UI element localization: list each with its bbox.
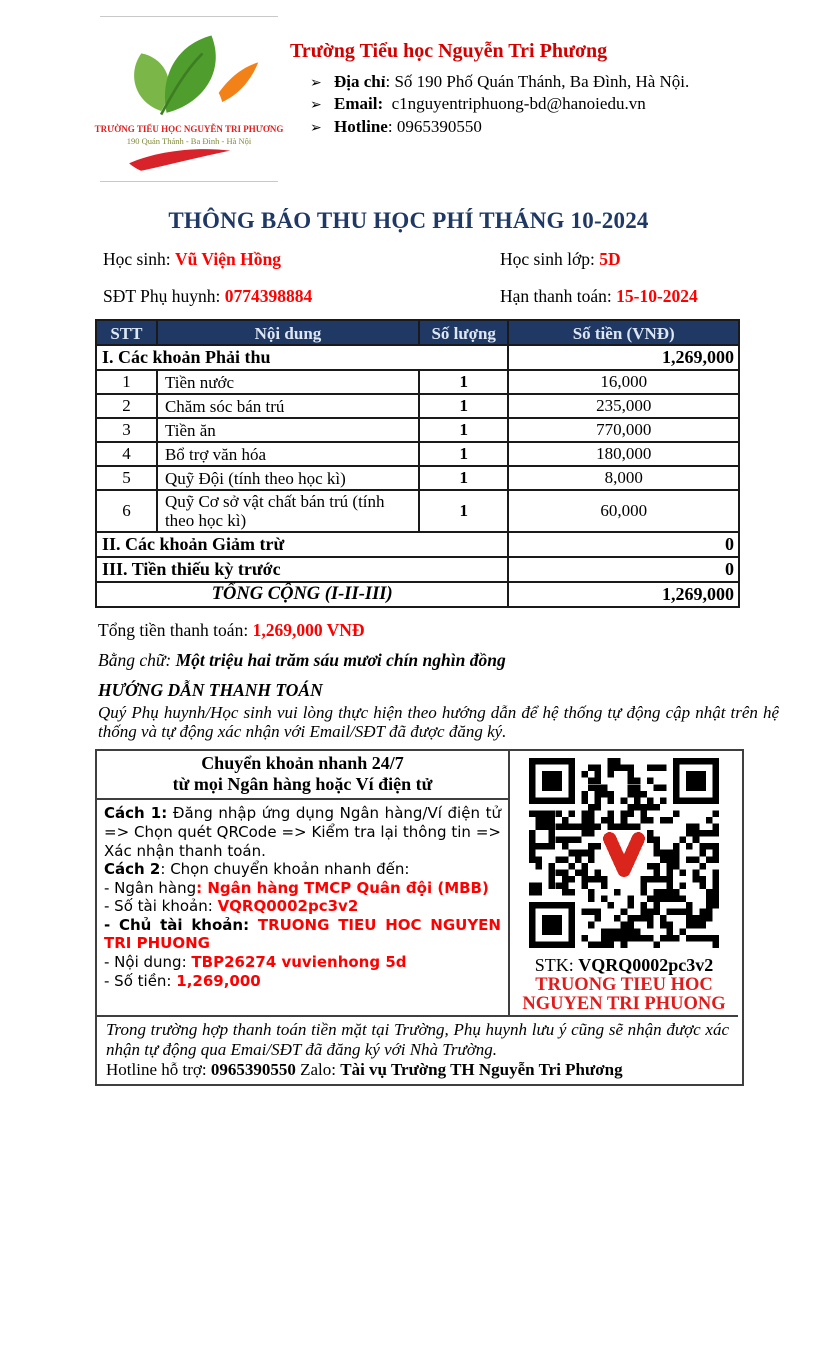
qr-stk-line — [510, 955, 738, 976]
stk-label: STK: — [534, 954, 579, 975]
section3-label: III. Tiền thiếu kỳ trước — [96, 557, 508, 582]
in-words-label: Bằng chữ: — [98, 650, 176, 671]
payment-box-header — [97, 751, 508, 800]
fee-qty: 1 — [419, 418, 508, 442]
address-label: Địa chỉ — [334, 72, 386, 91]
support-hotline-line — [106, 1060, 729, 1080]
deadline-value: 15-10-2024 — [616, 286, 698, 306]
zalo-label: Zalo: — [295, 1059, 341, 1079]
method2-text: : Chọn chuyển khoản nhanh đến: — [160, 860, 410, 879]
table-row — [96, 442, 739, 466]
method1-text: Đăng nhập ứng dụng Ngân hàng/Ví điện tử => Chọn quét QRCode => Kiểm tra lại thông tin => Xác nhận thanh toán. — [104, 804, 501, 860]
total-payment-line — [98, 620, 777, 641]
bank-label: - Ngân hàng — [104, 878, 197, 897]
student-class-value: 5D — [599, 249, 621, 269]
holder-value: TRUONG TIEU HOC NGUYEN TRI PHUONG — [104, 915, 501, 953]
email-value: c1nguyentriphuong-bd@hanoiedu.vn — [383, 94, 646, 114]
fee-name: Quỹ Đội (tính theo học kì) — [157, 466, 419, 490]
method2-label: Cách 2 — [104, 860, 161, 879]
address-value: : Số 190 Phố Quán Thánh, Ba Đình, Hà Nội. — [385, 72, 690, 91]
payment-guide-text: Quý Phụ huynh/Học sinh vui lòng thực hiện theo hướng dẫn để hệ thống tự động cập nhật trên hệ thống và tự động xác nhận với Email/SĐT đã được đăng ký. — [98, 703, 779, 742]
stk-value: VQRQ0002pc3v2 — [578, 954, 714, 975]
fee-qty: 1 — [419, 442, 508, 466]
memo-label: - Nội dung: — [104, 953, 192, 972]
section1-amount: 1,269,000 — [508, 345, 739, 370]
green-leaves-icon — [109, 27, 269, 123]
orange-swoosh-icon — [219, 62, 259, 102]
payment-note-cell — [97, 1015, 738, 1084]
hotline-value: : 0965390550 — [387, 116, 482, 136]
header-noi-dung: Nội dung — [157, 320, 419, 345]
amount-line — [104, 972, 501, 991]
amount-label: - Số tiền: — [104, 971, 177, 990]
fee-qty: 1 — [419, 370, 508, 394]
table-row — [96, 370, 739, 394]
school-logo — [94, 16, 284, 182]
qr-holder-line1: TRUONG TIEU HOC — [535, 974, 713, 995]
contact-address — [290, 71, 689, 93]
fee-stt: 5 — [96, 466, 157, 490]
account-line — [104, 897, 501, 916]
fee-stt: 4 — [96, 442, 157, 466]
bank-value: : Ngân hàng TMCP Quân đội (MBB) — [196, 878, 489, 897]
logo-school-address: 190 Quán Thánh - Ba Đình - Hà Nội — [126, 135, 252, 146]
table-row — [96, 394, 739, 418]
header-so-luong: Số lượng — [419, 320, 508, 345]
fee-qty: 1 — [419, 394, 508, 418]
header-so-tien: Số tiền (VNĐ) — [508, 320, 739, 345]
student-name-value: Vũ Viện Hồng — [174, 249, 281, 269]
section2-amount: 0 — [508, 532, 739, 557]
arrow-bullet-icon: ➢ — [310, 120, 322, 136]
total-label: TỔNG CỘNG (I-II-III) — [96, 582, 508, 607]
bank-line — [104, 879, 501, 898]
method1-line — [104, 804, 501, 860]
holder-line — [104, 916, 501, 953]
parent-phone-line — [103, 286, 500, 307]
fee-name: Quỹ Cơ sở vật chất bán trú (tính theo học kì) — [157, 490, 419, 532]
memo-line — [104, 953, 501, 972]
holder-label: - Chủ tài khoản: — [104, 915, 258, 934]
support-hotline-label: Hotline hỗ trợ: — [106, 1059, 211, 1079]
amount-value: 1,269,000 — [176, 971, 261, 990]
payment-header-line2: từ mọi Ngân hàng hoặc Ví điện tử — [172, 774, 433, 795]
fee-qty: 1 — [419, 490, 508, 532]
header-stt: STT — [96, 320, 157, 345]
cash-note: Trong trường hợp thanh toán tiền mặt tại Trường, Phụ huynh lưu ý cũng sẽ nhận được xác nhận tự động qua Emai/SĐT đã đăng ký với Nhà Trường. — [106, 1019, 729, 1059]
payment-guide-title: HƯỚNG DẪN THANH TOÁN — [98, 680, 323, 701]
fee-stt: 1 — [96, 370, 157, 394]
fee-stt: 2 — [96, 394, 157, 418]
total-row — [96, 582, 739, 607]
fee-stt: 6 — [96, 490, 157, 532]
table-row — [96, 466, 739, 490]
hotline-label: Hotline — [334, 116, 388, 136]
payment-methods — [97, 800, 508, 994]
brand-header — [94, 16, 779, 182]
section-row-phai-thu — [96, 345, 739, 370]
payment-header-line1: Chuyển khoản nhanh 24/7 — [201, 752, 404, 773]
total-payment-value: 1,269,000 VNĐ — [252, 620, 365, 641]
contact-hotline — [290, 116, 689, 138]
deadline-label: Hạn thanh toán: — [500, 286, 617, 306]
fee-name: Tiền ăn — [157, 418, 419, 442]
fee-amount: 8,000 — [508, 466, 739, 490]
section3-amount: 0 — [508, 557, 739, 582]
fee-amount: 60,000 — [508, 490, 739, 532]
method2-line — [104, 860, 501, 879]
payment-instructions-cell — [97, 751, 510, 1015]
qr-cell — [510, 751, 738, 1015]
fee-amount: 235,000 — [508, 394, 739, 418]
in-words-value: Một triệu hai trăm sáu mươi chín nghìn đồng — [175, 650, 506, 671]
school-name: Trường Tiểu học Nguyễn Tri Phương — [290, 40, 608, 62]
section1-label: I. Các khoản Phải thu — [96, 345, 508, 370]
fee-table — [95, 319, 740, 608]
amount-in-words-line — [98, 650, 777, 671]
payment-box — [95, 749, 744, 1086]
fee-amount: 770,000 — [508, 418, 739, 442]
arrow-bullet-icon: ➢ — [310, 98, 322, 114]
school-contact-block — [290, 16, 689, 182]
account-value: VQRQ0002pc3v2 — [217, 897, 359, 916]
student-name-line — [103, 249, 500, 270]
section-row-thieu-ky-truoc — [96, 557, 739, 582]
student-info — [103, 249, 817, 307]
fee-name: Tiền nước — [157, 370, 419, 394]
student-name-label: Học sinh: — [103, 249, 175, 269]
vietqr-code-icon — [529, 758, 719, 948]
table-row — [96, 490, 739, 532]
support-hotline-value: 0965390550 — [210, 1059, 296, 1079]
fee-amount: 16,000 — [508, 370, 739, 394]
deadline-line — [500, 286, 745, 307]
qr-holder-line2: NGUYEN TRI PHUONG — [522, 994, 726, 1015]
qr-code — [529, 758, 719, 948]
fee-table-header-row — [96, 320, 739, 345]
red-swoosh-icon — [114, 146, 264, 172]
section2-label: II. Các khoản Giảm trừ — [96, 532, 508, 557]
zalo-value: Tài vụ Trường TH Nguyễn Tri Phương — [340, 1059, 623, 1079]
fee-stt: 3 — [96, 418, 157, 442]
total-amount: 1,269,000 — [508, 582, 739, 607]
student-class-line — [500, 249, 745, 270]
fee-name: Bổ trợ văn hóa — [157, 442, 419, 466]
memo-value: TBP26274 vuvienhong 5d — [191, 953, 407, 972]
method1-label: Cách 1: — [104, 804, 168, 823]
fee-amount: 180,000 — [508, 442, 739, 466]
table-row — [96, 418, 739, 442]
page — [0, 16, 817, 1086]
account-label: - Số tài khoản: — [104, 897, 218, 916]
contact-email — [290, 93, 689, 115]
fee-qty: 1 — [419, 466, 508, 490]
parent-phone-value: 0774398884 — [224, 286, 313, 306]
student-class-label: Học sinh lớp: — [500, 249, 600, 269]
section-row-giam-tru — [96, 532, 739, 557]
fee-name: Chăm sóc bán trú — [157, 394, 419, 418]
total-payment-label: Tổng tiền thanh toán: — [98, 620, 253, 641]
parent-phone-label: SĐT Phụ huynh: — [103, 286, 225, 306]
logo-school-name: TRƯỜNG TIỂU HỌC NGUYỄN TRI PHƯƠNG — [94, 123, 284, 134]
email-label: Email: — [334, 94, 384, 114]
arrow-bullet-icon: ➢ — [310, 76, 322, 91]
page-title: THÔNG BÁO THU HỌC PHÍ THÁNG 10-2024 — [168, 208, 649, 233]
